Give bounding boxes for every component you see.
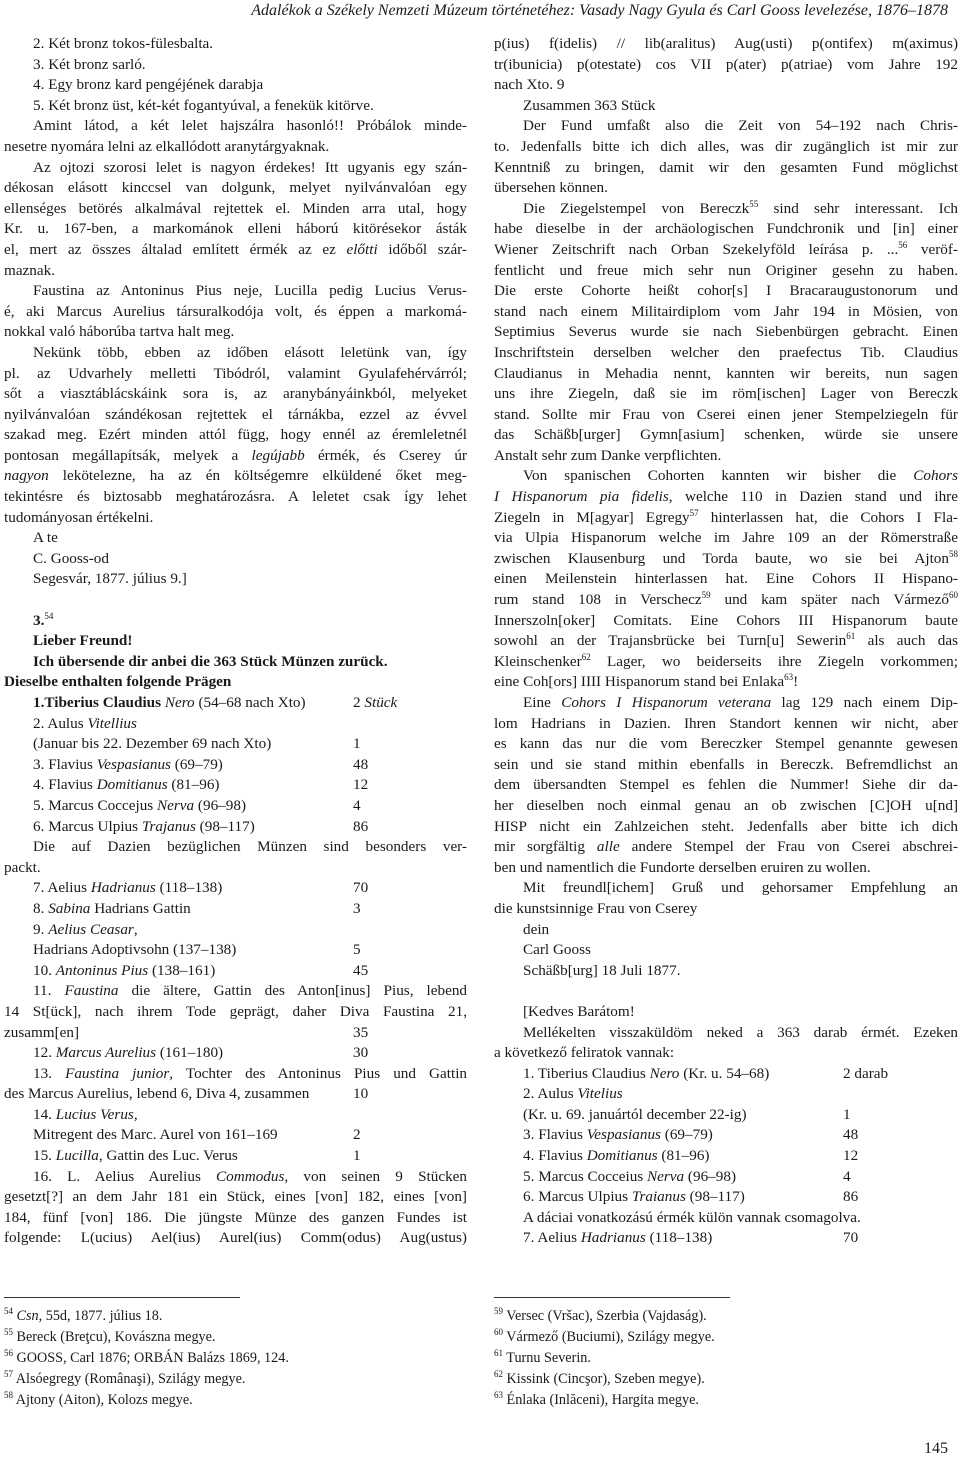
footnote-text: Alsóegregy (Românaşi), Szilágy megye.	[13, 1371, 246, 1387]
coin-label: 7. Aelius Hadrianus (118–138)	[33, 879, 223, 897]
text-line: pontosan megállapítsák, melyek a legújabb érmék, és Cserey úr	[4, 446, 467, 464]
text-line: mir sorgfältig alle andere Stempel der Frau von Cserei abschrei-	[494, 838, 958, 856]
text-line: Die erste Cohorte heißt cohor[s] I Bracaraugustonorum und	[494, 282, 958, 300]
coin-count: 70	[843, 1229, 859, 1247]
coin-row	[4, 1084, 467, 1105]
coin-count: 86	[843, 1188, 859, 1206]
coin-list-german-2	[4, 878, 467, 981]
coin-count: 86	[353, 817, 369, 835]
coin-label: 6. Marcus Ulpius Trajanus (98–117)	[33, 817, 255, 835]
coin-label: 5. Marcus Coccejus Nerva (96–98)	[33, 796, 247, 814]
text-line: uns ihre Ziegeln, daß sie im röm[ischen] Lager von Bereczk	[494, 385, 958, 403]
text-line: Innerszoln[oker] Comitats. Eine Cohors III Hispanorum baute	[494, 611, 958, 629]
text-line: Mellékelten visszaküldöm neked a 363 darab érmét. Ezeken	[523, 1023, 958, 1041]
text-line: sein und sie stand mithin ebenfalls in Bereczk. Befremdlichst an	[494, 755, 958, 773]
coin-count: 45	[353, 961, 369, 979]
text-line: Schäßb[urg] 18 Juli 1877.	[523, 961, 681, 979]
text-line: packt.	[4, 858, 41, 876]
coin-count: 3	[353, 899, 361, 917]
text-line: nokkal való háborúba tartva halt meg.	[4, 323, 235, 341]
text-line: Claudianus in Mehadia nennt, kannten wir bereits, nun sagen	[494, 364, 958, 382]
text-line: pl. az Udvarhely melletti Tibódról, valamint Gyulafehérvárról;	[4, 364, 467, 382]
coin-count: 2	[353, 1126, 361, 1144]
text-line	[4, 590, 467, 611]
footnote	[4, 1327, 444, 1348]
coin-label: 6. Marcus Ulpius Traianus (98–117)	[523, 1188, 745, 1206]
footnote-text: Énlaka (Inlăceni), Hargita megye.	[503, 1392, 699, 1408]
text-line: ellenséges betörés alkalmával rejtettek el. Minden arra utal, hogy	[4, 199, 467, 217]
text-line: Mit freundl[ichem] Gruß und gehorsamer Empfehlung an	[523, 879, 958, 897]
coin-row	[494, 1084, 958, 1105]
text-line: Inschriftstein derselben welcher den praefectus Tib. Claudius	[494, 343, 958, 361]
coin-row	[4, 940, 467, 961]
text-line: Faustina az Antoninus Pius neje, Lucilla pedig Lucius Verus-	[33, 282, 467, 300]
footnote-number: 57	[4, 1369, 13, 1379]
text-line: Der Fund umfaßt also die Zeit von 54–192 nach Chris-	[523, 117, 958, 135]
footnote-number: 58	[4, 1390, 13, 1400]
coin-list-hungarian	[494, 1064, 958, 1249]
text-line	[494, 981, 958, 1002]
footnote-number: 60	[494, 1327, 503, 1337]
left-column	[4, 34, 467, 1249]
footnote-number: 61	[494, 1348, 503, 1358]
coin-label: (Januar bis 22. Dezember 69 nach Xto)	[33, 735, 272, 753]
footnote-number: 55	[4, 1327, 13, 1337]
footnote-text: Vármező (Buciumi), Szilágy megye.	[503, 1329, 715, 1345]
text-line: her dieselben noch einmal genau an ob zwischen [C]OH u[nd]	[494, 796, 958, 814]
coin-row	[4, 693, 467, 714]
coin-row: 13. Faustina junior, Tochter des Antoninus Pius und Gattin	[33, 1064, 468, 1082]
coin-count: 30	[353, 1044, 369, 1062]
text-line: Nekünk több, ebben az időben elásott leletünk van, így	[33, 343, 467, 361]
text-line: Lieber Freund!	[33, 632, 133, 650]
coin-label: 12. Marcus Aurelius (161–180)	[33, 1044, 224, 1062]
footnote-number: 59	[494, 1306, 503, 1316]
footnote	[4, 1390, 444, 1411]
coin-row	[4, 775, 467, 796]
footnote-number: 54	[4, 1306, 13, 1316]
text-line: einen Meilenstein hinterlassen hat. Eine Cohors II Hispano-	[494, 570, 958, 588]
text-line: to. Jedenfalls bitte ich dich alles, was dir zugänglich ist mir zur	[494, 137, 958, 155]
coin-label: A dáciai vonatkozású érmék külön vannak csomagolva.	[523, 1208, 861, 1226]
coin-label: 3. Flavius Vespasianus (69–79)	[33, 755, 223, 773]
footnote	[494, 1327, 934, 1348]
text-line: dein	[523, 920, 550, 938]
text-line: el, mert az összes általad említett érmék az ez előtti időből szár-	[4, 240, 467, 258]
coin-row	[4, 1023, 467, 1044]
coin-label: 2. Aulus Vitellius	[33, 714, 137, 732]
coin-label: 4. Flavius Domitianus (81–96)	[33, 776, 220, 794]
text-line: Wiener Zeitschrift nach Orban Szekelyföld leírása p. ...$^{56}$ veröf-	[494, 239, 958, 258]
text-line: tr(ibunicia) p(otestate) cos VII p(ater) p(atriae) vom Jahre 192	[494, 55, 958, 73]
text-line: A te	[33, 529, 58, 547]
coin-row: 184, fünf [von] 186. Die jüngste Münze des ganzen Fundes ist	[4, 1208, 467, 1226]
footnote	[494, 1306, 934, 1327]
coin-row: 14 St[ück], nach ihrem Tode geprägt, daher Diva Faustina 21,	[4, 1002, 467, 1020]
text-line: Ziegeln in M[agyar] Egregy$^{57}$ hinterlassen hat, die Cohors I Fla-	[494, 507, 958, 526]
coin-count: 10	[353, 1085, 369, 1103]
text-line: 5. Két bronz üst, két-két fogantyúval, a fenekük kitörve.	[33, 96, 374, 114]
text-line: stand nach einem Militairdiplom vom Jahr 194 in Mösien, von	[494, 302, 958, 320]
coin-count: 48	[353, 755, 369, 773]
coin-row	[4, 1105, 467, 1126]
coin-label: Hadrians Adoptivsohn (137–138)	[33, 941, 237, 959]
coin-label: zusamm[en]	[4, 1023, 80, 1041]
left-body-text-2	[4, 837, 467, 878]
footnote-text: Kissink (Cincşor), Szeben megye).	[503, 1371, 705, 1387]
footnote-text: Versec (Vršac), Szerbia (Vajdaság).	[503, 1308, 707, 1324]
coin-count: 2 Stück	[353, 694, 398, 711]
text-line: 3.54	[33, 610, 54, 629]
text-line: C. Gooss-od	[33, 549, 109, 567]
coin-row	[4, 714, 467, 735]
coin-row	[494, 1228, 958, 1249]
coin-row: folgende: L(ucius) Ael(ius) Aurel(ius) Comm(odus) Aug(ustus)	[4, 1229, 467, 1247]
coin-row	[4, 1125, 467, 1146]
footnote-number: 63	[494, 1390, 503, 1400]
text-line: habe dieselbe in der archäologischen Fundchronik und [in] einer	[494, 220, 958, 238]
text-line: Eine Cohors I Hispanorum veterana lag 129 nach einem Dip-	[523, 694, 958, 711]
coin-row: 16. L. Aelius Aurelius Commodus, von seinen 9 Stücken	[33, 1167, 468, 1185]
text-line: tudományosan értékelni.	[4, 508, 154, 526]
text-line: é, aki Marcus Aurelius társuralkodója volt, és éppen a markomá-	[4, 302, 467, 320]
coin-label: 10. Antoninus Pius (138–161)	[33, 961, 216, 979]
footnote	[4, 1348, 444, 1369]
footnote-text: Csn, 55d, 1877. július 18.	[16, 1308, 163, 1324]
text-line: übersehen können.	[494, 179, 608, 197]
footnote	[494, 1369, 934, 1390]
text-line: Segesvár, 1877. július 9.]	[33, 570, 187, 588]
coin-count: 4	[353, 796, 361, 814]
text-line: Anstalt sehr zum Danke verpflichten.	[494, 446, 722, 464]
coin-count: 35	[353, 1023, 369, 1041]
footnote-text: Ajtony (Aiton), Kolozs megye.	[13, 1392, 193, 1408]
coin-label: 1.Tiberius Claudius Nero (54–68 nach Xto)	[33, 694, 306, 711]
text-line: Kr. u. 167-ben, a markománok elleni háború kitörésekor ásták	[4, 220, 467, 238]
coin-count: 5	[353, 941, 361, 959]
footnotes-left	[4, 1306, 444, 1411]
text-line: sowohl an der Trajansbrücke bei Turn[u] Sewerin$^{61}$ als auch das	[494, 631, 958, 650]
text-line: fentlicht und freue mich sehr nun Originer gesehn zu haben.	[494, 261, 958, 279]
coin-list-german-3	[4, 981, 467, 1249]
text-line: maznak.	[4, 261, 56, 279]
text-line: Ich übersende dir anbei die 363 Stück Münzen zurück.	[33, 652, 388, 670]
coin-label: 14. Lucius Verus,	[33, 1105, 138, 1123]
coin-count: 2 darab	[843, 1064, 889, 1082]
footnote-text: Bereck (Breţcu), Kovászna megye.	[13, 1329, 216, 1345]
coin-row: 11. Faustina die ältere, Gattin des Anton[inus] Pius, lebend	[33, 982, 468, 1000]
coin-row	[4, 1146, 467, 1167]
coin-label: 1. Tiberius Claudius Nero (Kr. u. 54–68)	[523, 1064, 770, 1082]
text-line: das Schäßb[urger] Gymn[asium] schenken, würde sie unsere	[494, 426, 958, 444]
coin-row	[4, 755, 467, 776]
footnote-number: 56	[4, 1348, 13, 1358]
text-line: Von spanischen Cohorten kannten wir bisher die Cohors	[523, 467, 958, 485]
coin-row	[4, 1043, 467, 1064]
coin-row	[4, 796, 467, 817]
coin-row	[4, 817, 467, 838]
coin-label: 8. Sabina Hadrians Gattin	[33, 899, 191, 917]
footnote	[494, 1390, 934, 1411]
coin-count: 12	[353, 776, 369, 794]
text-line: Carl Gooss	[523, 941, 591, 959]
coin-count: 48	[843, 1126, 859, 1144]
coin-row	[4, 920, 467, 941]
coin-label: 3. Flavius Vespasianus (69–79)	[523, 1126, 713, 1144]
coin-row	[494, 1146, 958, 1167]
text-line: tekintésre és biztosabb meghatározásra. A leletet csak így lehet	[4, 488, 467, 506]
text-line: dékosan elásott kinccsel van dolgunk, melyet nyilvánvalóan egy	[4, 179, 467, 197]
coin-row	[494, 1064, 958, 1085]
coin-label: Mitregent des Marc. Aurel von 161–169	[33, 1126, 278, 1144]
text-line: 4. Egy bronz kard pengéjének darabja	[33, 76, 264, 94]
text-line: HISP nicht ein Zahlzeichen steht. Jedenfalls aber bitte ich dich	[494, 817, 958, 835]
text-line: Amint látod, a két lelet hajszálra hasonló!! Próbálok minde-	[33, 117, 467, 135]
right-column	[494, 34, 958, 1249]
text-line: eine Coh[ors] IIII Hispanorum stand bei Enlaka$^{63}$!	[494, 672, 799, 691]
page-number: 145	[924, 1440, 948, 1457]
coin-label: 15. Lucilla, Gattin des Luc. Verus	[33, 1147, 238, 1165]
text-line: 2. Két bronz tokos-fülesbalta.	[33, 35, 214, 52]
text-line: sőt a viasztáblácskáink sora is, az aranybányáinkból, melyeket	[4, 385, 467, 403]
text-line: p(ius) f(idelis) // lib(aralitus) Aug(usti) p(ontifex) m(aximus)	[494, 35, 958, 52]
text-line: szakad meg. Ezért minden attól függ, hogy ennél az éremleletnél	[4, 426, 467, 444]
coin-row	[494, 1187, 958, 1208]
text-line: zwischen Klausenburg und Torda baute, wo sie bei Ajton$^{58}$	[494, 548, 958, 567]
text-line: ben und namentlich die Fundorte derselben eruiren zu wollen.	[494, 858, 871, 876]
text-line: stand. Sollte mir Frau von Cserei einen jener Stempelziegeln für	[494, 405, 958, 423]
text-line: Kleinschenker$^{62}$ Lager, wo beiderseits ihre Ziegeln vorkommen;	[494, 651, 958, 670]
footnote-rule-right	[494, 1297, 730, 1298]
coin-count: 1	[353, 735, 361, 753]
text-line: Die Ziegelstempel von Bereczk$^{55}$ sind sehr interessant. Ich	[523, 198, 958, 217]
coin-label: 7. Aelius Hadrianus (118–138)	[523, 1229, 713, 1247]
text-line: die kunstsinnige Frau von Cserey	[494, 899, 698, 917]
text-line: Az ojtozi szorosi lelet is nagyon érdekes! Itt ugyanis egy szán-	[33, 158, 467, 176]
text-line: Kenntniß zu bringen, damit wir den gesamten Fund möglichst	[494, 158, 958, 176]
text-line: [Kedves Barátom!	[523, 1002, 635, 1020]
text-line: nyilvánvalóan szándékosan rejtettek el tárnákba, ezzel az évvel	[4, 405, 467, 423]
text-line: Die auf Dazien bezüglichen Münzen sind besonders ver-	[33, 838, 467, 856]
coin-label: 5. Marcus Cocceius Nerva (96–98)	[523, 1167, 737, 1185]
text-line: lom Hadrians in Dazien. Ihren Standort kennen wir nicht, aber	[494, 714, 958, 732]
text-line: nach Xto. 9	[494, 76, 565, 94]
coin-row	[494, 1105, 958, 1126]
coin-label: 9. Aelius Ceasar,	[33, 920, 138, 938]
coin-row: gesetzt[?] an dem Jahr 181 ein Stück, eines [von] 182, eines [von]	[4, 1188, 467, 1206]
coin-row	[4, 878, 467, 899]
footnote	[4, 1369, 444, 1390]
coin-row	[4, 734, 467, 755]
text-line: nagyon lekötelezne, ha az én költségemre elküldené őket meg-	[4, 467, 467, 485]
text-line: 3. Két bronz sarló.	[33, 55, 146, 73]
coin-row	[4, 899, 467, 920]
right-body-text	[494, 34, 958, 1064]
footnote-number: 62	[494, 1369, 503, 1379]
coin-label: 2. Aulus Vitelius	[523, 1085, 623, 1103]
coin-count: 70	[353, 879, 369, 897]
left-body-text	[4, 34, 467, 693]
footnotes-right	[494, 1306, 934, 1411]
coin-row	[494, 1125, 958, 1146]
footnote	[4, 1306, 444, 1327]
coin-count: 4	[843, 1167, 851, 1185]
coin-row	[494, 1208, 958, 1229]
running-header: Adalékok a Székely Nemzeti Múzeum történetéhez: Vasady Nagy Gyula és Carl Gooss levelezése, 1876–1878	[251, 2, 948, 19]
text-line: es kann das nur die vom Bereczker Stempel genannte gewesen	[494, 735, 958, 753]
text-line: Septimius Severus wurde sie nach Siebenbürgen gebracht. Einen	[494, 323, 958, 341]
text-line: dem übersandten Stempel es fehlen die Nummer! Siehe dir da-	[494, 776, 958, 794]
text-line: via Ulpia Hispanorum welche im Jahre 109 an der Römerstraße	[494, 529, 958, 547]
text-line: Dieselbe enthalten folgende Prägen	[4, 673, 232, 691]
text-line: rum stand 108 in Verschecz$^{59}$ und kam später nach Vármező$^{60}$	[494, 590, 958, 609]
coin-list-german-1	[4, 693, 467, 837]
coin-label: (Kr. u. 69. januártól december 22-ig)	[523, 1105, 747, 1123]
footnote-rule-left	[4, 1297, 240, 1298]
text-line: I Hispanorum pia fidelis, welche 110 in Dazien stand und ihre	[494, 488, 958, 506]
coin-count: 1	[843, 1105, 851, 1123]
coin-count: 12	[843, 1147, 859, 1165]
coin-count: 1	[353, 1147, 361, 1165]
coin-row	[494, 1167, 958, 1188]
coin-label: 4. Flavius Domitianus (81–96)	[523, 1147, 710, 1165]
text-line: nesetre nyomára lelni az elkallódott aranytárgyaknak.	[4, 137, 330, 155]
coin-row	[4, 961, 467, 982]
text-line: Zusammen 363 Stück	[523, 96, 656, 114]
footnote	[494, 1348, 934, 1369]
coin-label: des Marcus Aurelius, lebend 6, Diva 4, zusammen	[4, 1085, 310, 1103]
footnote-text: GOOSS, Carl 1876; ORBÁN Balázs 1869, 124.	[13, 1350, 289, 1366]
footnote-text: Turnu Severin.	[503, 1350, 591, 1366]
text-line: a következő feliratok vannak:	[494, 1044, 675, 1062]
